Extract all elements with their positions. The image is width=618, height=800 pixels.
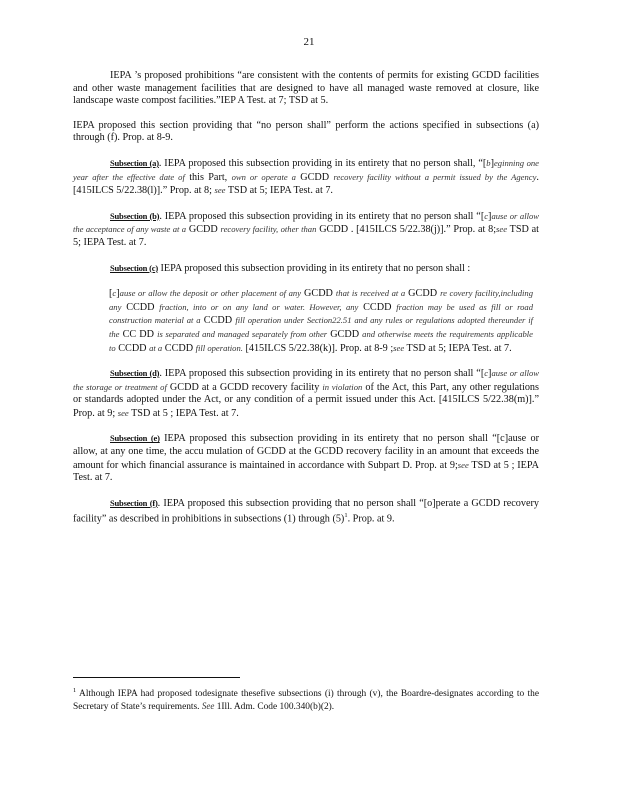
quote: see	[496, 224, 508, 235]
text: CC DD	[119, 328, 158, 340]
quote: re covery facility,including any	[109, 288, 533, 312]
page-number: 21	[303, 36, 315, 48]
quote: at a	[149, 342, 163, 353]
quote: fill operation.	[195, 342, 243, 353]
subsection-c-label: Subsection (c)	[110, 262, 158, 273]
paragraph-subsection-e	[73, 432, 539, 484]
text: TSD at 5 ; IEPA Test. at 7.	[128, 407, 239, 419]
text: GCDD	[301, 288, 336, 300]
text: GCDD at a GCDD recovery facility	[166, 381, 323, 393]
text: ]	[490, 157, 494, 169]
quote: fraction may be used as fill or road construction material at a	[109, 301, 533, 326]
paragraph-subsection-a	[73, 157, 539, 198]
footnote-reference[interactable]: 1	[344, 512, 348, 520]
text: TSD at 5 ; IEPA Test. at 7.	[73, 459, 539, 484]
text: ]	[116, 288, 120, 300]
text: ]	[488, 210, 492, 222]
paragraph-subsection-f	[73, 497, 539, 527]
quote: ause or allow the storage or treatment of	[73, 368, 540, 392]
text: GCDD	[295, 171, 334, 183]
text: CCDD	[115, 342, 150, 354]
text: TSD at 5; IEPA Test. at 7.	[225, 185, 333, 197]
paragraph-section-intro: IEPA proposed this section providing that “no person shall” perform the actions specified in subsections (a) through (f). Prop. at 8-9.	[73, 119, 539, 144]
quote: and otherwise meets the requirements applicable to	[109, 328, 533, 353]
quote: see	[393, 342, 405, 353]
footnote-citation: 1Ill. Adm. Code 100.340(b)(2).	[214, 702, 335, 713]
text: GCDD	[405, 288, 441, 300]
quote: b	[486, 157, 491, 168]
text: GCDD	[186, 224, 221, 236]
paragraph-subsection-b	[73, 210, 539, 250]
quote: c	[484, 368, 489, 379]
text: . IEPA proposed this subsection providing that no person shall “[o]perate a GCDD recovery facility” as described in prohibitions in subsections (1) through (5)	[73, 497, 539, 525]
text: . Prop. at 9.	[347, 513, 395, 525]
text: IEPA proposed this subsection providing in its entirety that no person shall :	[157, 262, 471, 274]
body-text	[73, 70, 539, 538]
quote: fraction, into or on any land or water. However, any	[159, 301, 359, 312]
quote: own or operate a	[231, 171, 296, 182]
subsection-f-label: Subsection (f)	[110, 497, 158, 508]
footnote-signal: See	[201, 701, 215, 712]
text: CCDD	[200, 315, 236, 327]
quote: that is received at a	[335, 288, 406, 299]
quote: see	[214, 185, 226, 196]
quote: in violation	[322, 381, 363, 392]
text: . IEPA proposed this subsection providing in its entirety that no person shall “[	[159, 210, 485, 222]
quote: see	[117, 407, 129, 418]
paragraph-subsection-c	[73, 262, 539, 276]
footnote-text: Although IEPA had proposed todesignate thesefive subsections (i) through (v), the Boardre-designates according to the Secretary of State’s requirements.	[73, 689, 539, 713]
quote: ause or allow the acceptance of any waste at a	[73, 210, 540, 235]
quote: see	[457, 459, 469, 470]
paragraph-subsection-d	[73, 367, 539, 420]
quote: eginning one year after the effective date of	[73, 157, 539, 182]
quote: c	[112, 288, 117, 299]
subsection-b-label: Subsection (b)	[110, 210, 160, 221]
footnote	[73, 685, 539, 713]
text: [415ILCS 5/22.38(k)]. Prop. at 8-9 ;	[242, 342, 394, 354]
quote: fill operation under Section22.51 and any rules or regulations adopted thereunder if the	[109, 315, 534, 339]
subsection-d-label: Subsection (d)	[110, 368, 160, 379]
footnote-divider	[73, 677, 240, 678]
text: . IEPA proposed this subsection providing in its entirety that no person shall, “[	[158, 157, 487, 169]
text: CCDD	[358, 301, 397, 313]
subsection-e-label: Subsection (e)	[110, 433, 160, 444]
text: GCDD . [415ILCS 5/22.38(j)].” Prop. at 8;	[316, 224, 497, 236]
text: . IEPA proposed this subsection providing in its entirety that no person shall “[	[159, 368, 485, 380]
quote: recovery facility without a permit issued by the Agency	[333, 171, 537, 182]
text: GCDD	[327, 328, 363, 340]
quote: ause or allow the deposit or other placement of any	[119, 288, 302, 299]
paragraph-consistency: IEPA ’s proposed prohibitions “are consistent with the contents of permits for existing GCDD facilities and other waste management facilities that are designed to have all managed waste removed at closure, like landscape waste compost facilities.”IEP A Test. at 7; TSD at 5.	[73, 70, 539, 107]
text: this Part,	[184, 171, 232, 183]
text: TSD at 5; IEPA Test. at 7.	[404, 342, 512, 354]
text: of the Act, this Part, any other regulations or standards adopted under the Act, or any condition of a permit issued under this Act. [415ILCS 5/22.38(m)].” Prop. at 9;	[73, 381, 539, 419]
subsection-a-label: Subsection (a)	[110, 157, 159, 168]
quote: c	[484, 210, 489, 221]
quote: recovery facility, other than	[220, 224, 317, 235]
text: CCDD	[162, 342, 196, 354]
text: IEPA proposed this subsection providing in its entirety that no person shall “[c]ause or allow, at any one time, the accu mulation of GCDD at the GCDD recovery facility in an amount that exceeds the amount for which financial assurance is maintained in accordance with Subpart D. Prop. at 9;	[73, 433, 540, 471]
text: CCDD	[121, 301, 160, 313]
text: [	[109, 288, 113, 300]
text: . [415ILCS 5/22.38(l)].” Prop. at 8;	[73, 171, 539, 197]
quote: is separated and managed separately from other	[157, 328, 328, 339]
text: ]	[488, 368, 492, 380]
block-quote-subsection-c	[109, 287, 533, 355]
footnote-marker: 1	[73, 687, 77, 694]
text: TSD at 5; IEPA Test. at 7.	[73, 224, 540, 248]
